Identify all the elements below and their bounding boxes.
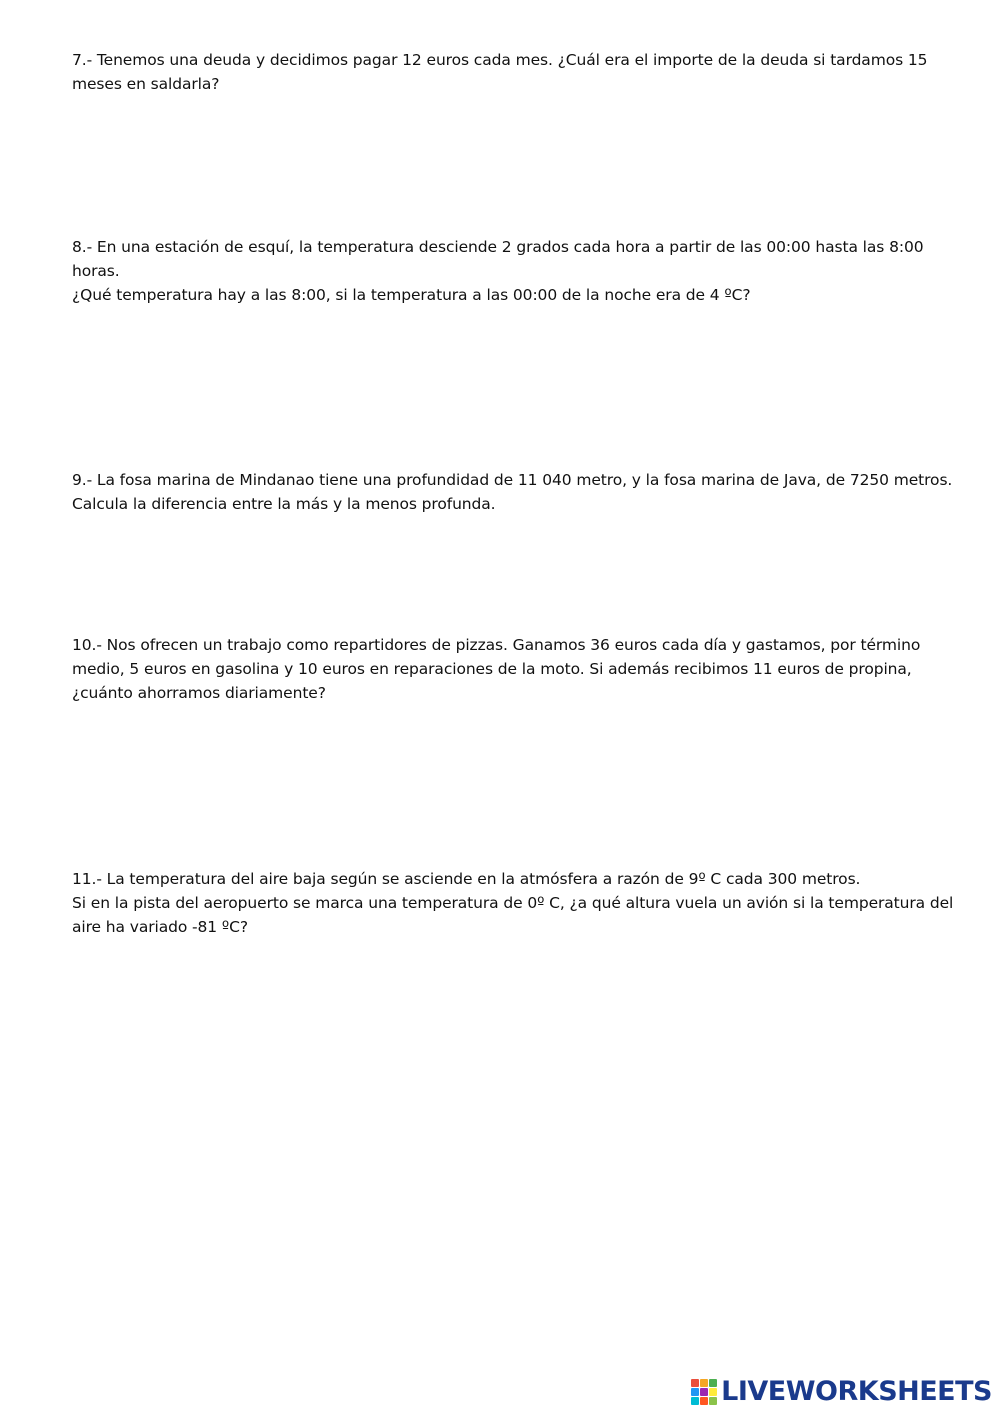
logo-mark-tile (700, 1388, 708, 1396)
problem-10-text: 10.- Nos ofrecen un trabajo como repartidores de pizzas. Ganamos 36 euros cada día y gastamos, por término medio, 5 euros en gasolina y 10 euros en reparaciones de la moto. Si además recibimos 11 euros de propina, ¿cuánto ahorramos diariamente? (72, 636, 921, 702)
logo-mark-tile (709, 1379, 717, 1387)
logo-mark-tile (700, 1397, 708, 1405)
problem-9 (72, 468, 972, 516)
logo-mark-tile (691, 1388, 699, 1396)
liveworksheets-logo-mark-icon (691, 1379, 717, 1405)
problem-11-question: Si en la pista del aeropuerto se marca una temperatura de 0º C, ¿a qué altura vuela un avión si la temperatura del aire ha variado -81 ºC? (72, 894, 954, 936)
logo-mark-tile (691, 1379, 699, 1387)
problem-8-text: 8.- En una estación de esquí, la temperatura desciende 2 grados cada hora a partir de las 00:00 hasta las 8:00 horas. (72, 238, 924, 280)
problem-10 (72, 633, 972, 705)
logo-mark-tile (709, 1388, 717, 1396)
problem-8 (72, 235, 972, 307)
problem-11 (72, 867, 972, 939)
logo-mark-tile (691, 1397, 699, 1405)
problem-11-text: 11.- La temperatura del aire baja según se asciende en la atmósfera a razón de 9º C cada 300 metros. (72, 870, 861, 888)
problem-8-question: ¿Qué temperatura hay a las 8:00, si la temperatura a las 00:00 de la noche era de 4 ºC? (72, 286, 751, 304)
liveworksheets-logo (691, 1377, 992, 1407)
logo-mark-tile (700, 1379, 708, 1387)
problem-9-text: 9.- La fosa marina de Mindanao tiene una profundidad de 11 040 metro, y la fosa marina de Java, de 7250 metros. Calcula la diferencia entre la más y la menos profunda. (72, 471, 953, 513)
problem-7 (72, 48, 972, 96)
logo-mark-tile (709, 1397, 717, 1405)
liveworksheets-logo-text: LIVEWORKSHEETS (721, 1376, 992, 1407)
problem-7-text: 7.- Tenemos una deuda y decidimos pagar 12 euros cada mes. ¿Cuál era el importe de la deuda si tardamos 15 meses en saldarla? (72, 51, 928, 93)
